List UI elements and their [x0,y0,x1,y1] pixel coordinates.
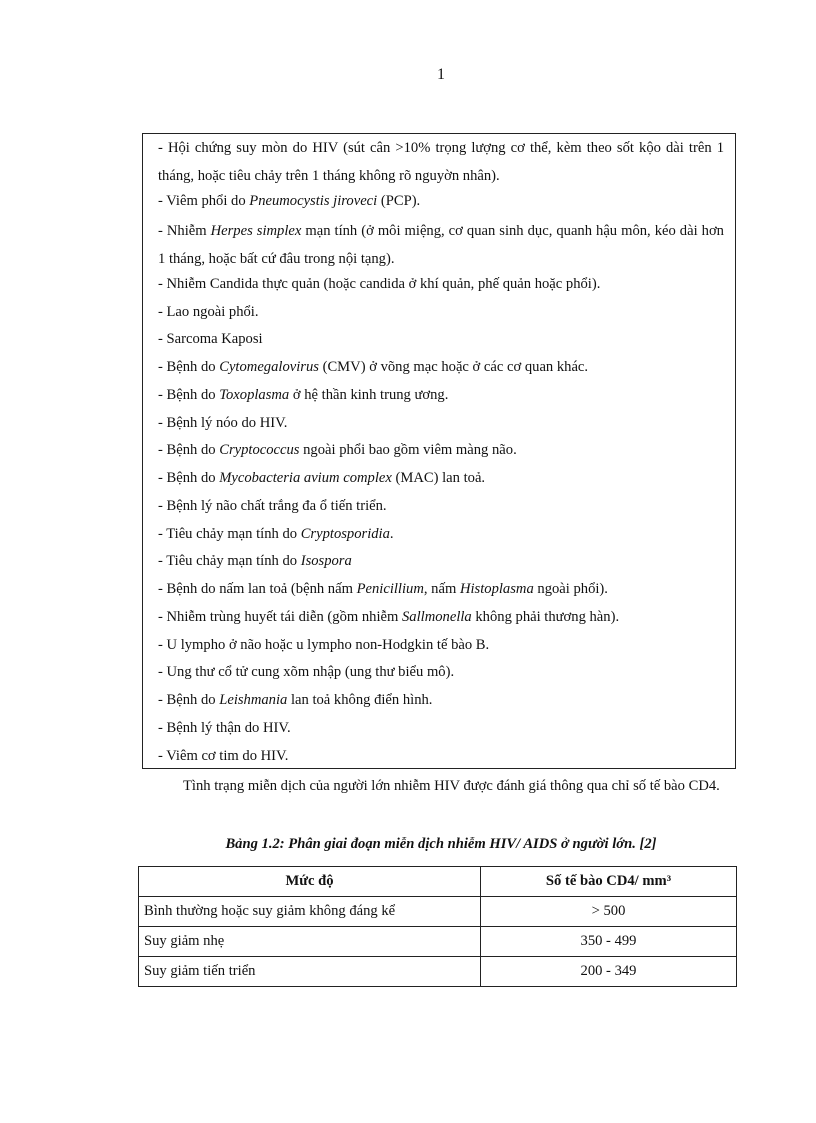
condition-text: - Bệnh lý nóo do HIV. [158,414,288,431]
table-row [139,957,737,987]
condition-italic-term: Cryptosporidia [300,525,390,542]
condition-text: - Bệnh do [158,470,220,486]
condition-item [158,191,724,211]
table-cell-cd4: 200 - 349 [481,957,737,987]
condition-italic-term: Leishmania [219,692,288,708]
condition-text: - Tiêu chảy mạn tính do [158,553,301,570]
table-cell-level: Suy giảm nhẹ [139,927,481,957]
table-cell-cd4: > 500 [481,897,737,927]
condition-text: - Sarcoma Kaposi [158,331,263,348]
condition-text: - Nhiễm trùng huyết tái diễn (gồm nhiễm [158,608,402,625]
condition-italic-term: Mycobacteria avium complex [219,470,392,486]
condition-text: - Ung thư cổ tử cung xõm nhập (ung thư biểu mô). [158,664,455,681]
condition-item [158,579,724,599]
clinical-conditions-box [142,133,736,769]
condition-item [158,357,724,377]
condition-italic-term: Sallmonella [402,608,472,625]
condition-italic-term: Histoplasma [459,581,534,597]
condition-text: (CMV) ở võng mạc hoặc ở các cơ quan khác. [318,359,589,375]
condition-text: (MAC) lan toả. [391,470,486,486]
table-row [139,927,737,957]
condition-italic-term: Herpes simplex [210,223,302,240]
condition-item [158,690,724,710]
condition-text: , nấm [423,581,460,597]
condition-item [158,385,724,405]
condition-text: không phải thương hàn). [471,608,620,625]
column-header-cd4: Số tế bào CD4/ mm³ [481,867,737,897]
condition-text: - U lympho ở não hoặc u lympho non-Hodgkin tế bào B. [158,636,490,653]
immune-stage-table [138,866,737,987]
condition-italic-term: Penicillium [356,581,424,597]
table-cell-cd4: 350 - 499 [481,927,737,957]
cd4-paragraph: Tình trạng miễn dịch của người lớn nhiễm HIV được đánh giá thông qua chỉ số tế bào CD4. [183,778,720,794]
condition-item [158,662,724,682]
condition-text: (PCP). [377,192,421,209]
condition-item [158,551,724,571]
condition-text: - Tiêu chảy mạn tính do [158,525,301,542]
condition-text: - Lao ngoài phổi. [158,303,259,320]
condition-item [158,302,724,322]
condition-item [158,440,724,460]
condition-text: - Bệnh do [158,359,220,375]
condition-item [158,218,724,273]
condition-text: - Bệnh do [158,386,220,403]
condition-italic-term: Pneumocystis jiroveci [249,192,378,209]
condition-italic-term: Isospora [300,553,352,570]
table-cell-level: Suy giảm tiến triển [139,957,481,987]
condition-italic-term: Cryptococcus [219,442,300,459]
condition-text: ngoài phổi bao gồm viêm màng não. [299,442,517,459]
condition-item [158,274,724,294]
condition-text: - Nhiễm Candida thực quản (hoặc candida ở khí quản, phế quản hoặc phổi). [158,275,601,292]
condition-text: - Hội chứng suy mòn do HIV (sút cân >10% trọng lượng cơ thể, kèm theo sốt kộo dài trên 1 tháng, hoặc tiêu chảy trên 1 tháng không rõ nguyờn nhân). [158,140,724,184]
table-caption: Bảng 1.2: Phân giai đoạn miễn dịch nhiễm HIV/ AIDS ở người lớn. [2] [225,836,657,852]
table-cell-level: Bình thường hoặc suy giảm không đáng kể [139,897,481,927]
condition-item [158,468,724,488]
condition-item [158,413,724,433]
page-number: 1 [437,66,445,83]
condition-text: - Viêm cơ tim do HIV. [158,747,289,764]
condition-item [158,607,724,627]
condition-text: - Viêm phổi do [158,192,250,209]
condition-text: ngoài phổi). [533,581,608,597]
condition-item [158,635,724,655]
condition-item [158,329,724,349]
condition-text: - Bệnh do [158,442,220,459]
condition-italic-term: Toxoplasma [219,386,290,403]
condition-text: - Nhiễm [158,223,211,240]
condition-italic-term: Cytomegalovirus [219,359,319,375]
condition-text: - Bệnh lý thận do HIV. [158,719,291,736]
condition-text: lan toả không điển hình. [287,692,433,708]
condition-item [158,496,724,516]
table-row [139,897,737,927]
condition-item [158,718,724,738]
condition-item [158,746,724,766]
condition-text: . [389,525,394,542]
table-header-row [139,867,737,897]
condition-item [158,135,724,190]
condition-text: - Bệnh do [158,692,220,708]
condition-item [158,524,724,544]
condition-text: - Bệnh do nấm lan toả (bệnh nấm [158,581,357,597]
column-header-level: Mức độ [139,867,481,897]
condition-text: mạn tính (ở môi miệng, cơ quan sinh dục, quanh hậu môn, kéo dài hơn 1 tháng, hoặc bất cứ đâu trong nội tạng). [158,223,724,267]
condition-text: ở hệ thần kinh trung ương. [289,386,449,403]
condition-text: - Bệnh lý não chất trắng đa ổ tiến triển. [158,497,387,514]
